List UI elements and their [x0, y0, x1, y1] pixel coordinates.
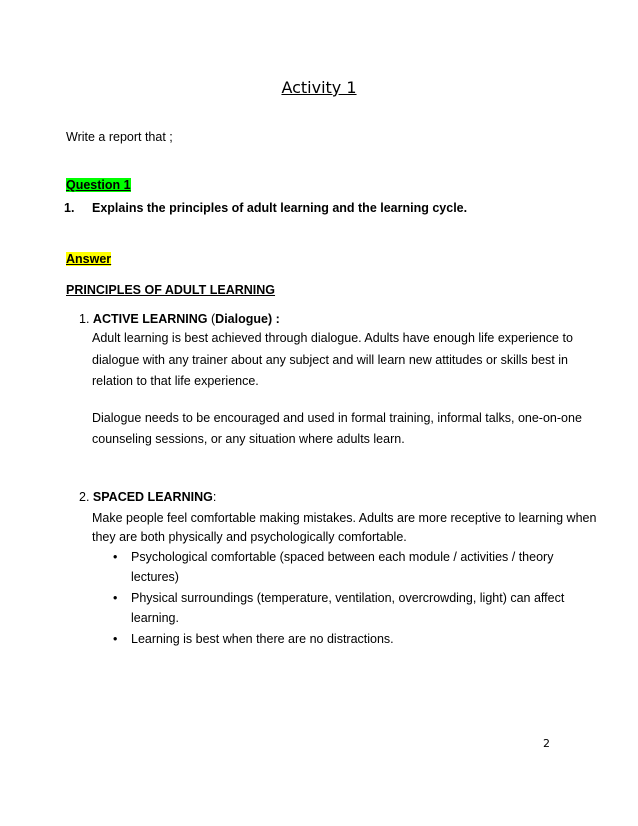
- item2-name: SPACED LEARNING: [92, 490, 213, 504]
- page-number: 2: [543, 737, 550, 750]
- bullet-icon: •: [113, 632, 118, 646]
- bullet-1-line-1: Psychological comfortable (spaced between each module / activities / theory: [131, 550, 554, 564]
- item2-number: 2.: [79, 490, 90, 504]
- bullet-icon: •: [113, 550, 118, 564]
- item1-line-2: dialogue with any trainer about any subject and will learn new attitudes or skills best in: [92, 353, 568, 367]
- bullet-2-line-2: learning.: [131, 611, 179, 625]
- answer-label: [66, 252, 111, 266]
- item1-line-4: Dialogue needs to be encouraged and used in formal training, informal talks, one-on-one: [92, 411, 582, 425]
- item1-name: ACTIVE LEARNING: [92, 312, 208, 326]
- page-title: Activity 1: [281, 78, 357, 97]
- item1-line-1: Adult learning is best achieved through dialogue. Adults have enough life experience to: [92, 331, 573, 345]
- item1-number: 1.: [79, 312, 90, 326]
- bullet-1-line-2: lectures): [131, 570, 179, 584]
- answer-label-text: Answer: [66, 252, 112, 266]
- item1-line-3: relation to that life experience.: [92, 374, 259, 388]
- item1-sub: Dialogue: [215, 312, 268, 326]
- section-heading: PRINCIPLES OF ADULT LEARNING: [66, 283, 276, 297]
- item1-close: ) :: [267, 312, 280, 326]
- question-number: 1.: [64, 201, 75, 215]
- item2-line-2: they are both physically and psychologically comfortable.: [92, 530, 407, 544]
- bullet-3-line-1: Learning is best when there are no distractions.: [131, 632, 394, 646]
- question-text: Explains the principles of adult learning and the learning cycle.: [92, 201, 468, 215]
- question-label-text: Question 1: [66, 178, 131, 192]
- item1-heading: [79, 312, 280, 326]
- bullet-icon: •: [113, 591, 118, 605]
- item2-heading: [79, 490, 216, 504]
- question-label: [66, 178, 131, 192]
- item1-line-5: counseling sessions, or any situation where adults learn.: [92, 432, 405, 446]
- bullet-2-line-1: Physical surroundings (temperature, ventilation, overcrowding, light) can affect: [131, 591, 565, 605]
- item1-open-paren: (: [211, 312, 216, 326]
- intro-text: Write a report that ;: [66, 130, 173, 144]
- item2-line-1: Make people feel comfortable making mistakes. Adults are more receptive to learning when: [92, 511, 597, 525]
- item2-colon: :: [212, 490, 217, 504]
